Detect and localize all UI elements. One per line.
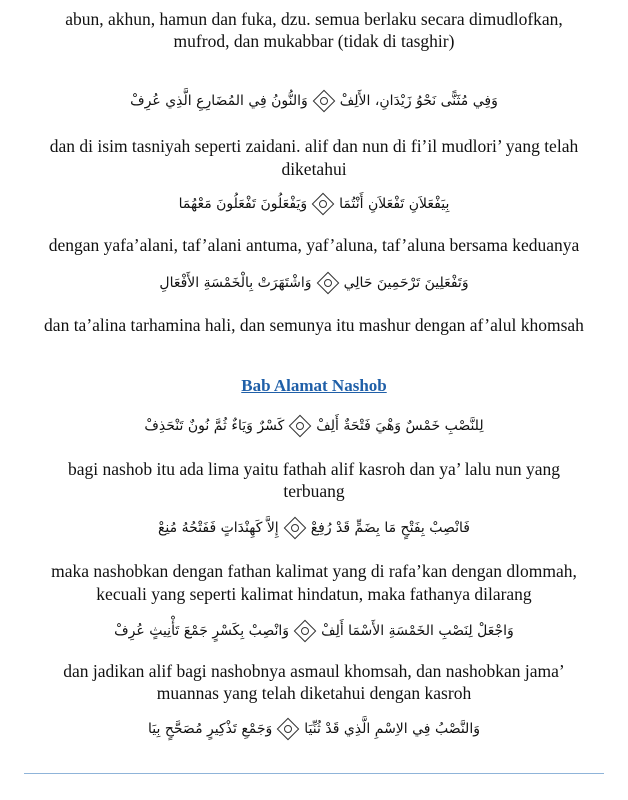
translation-line: dan ta’alina tarhamina hali, dan semunya itu mashur dengan af’alul khomsah: [44, 315, 584, 335]
translation-line: muannas yang telah diketahui dengan kasroh: [156, 683, 472, 703]
verse-separator-icon: [277, 718, 300, 741]
verse-separator-icon: [283, 517, 306, 540]
translation-line: diketahui: [281, 159, 347, 179]
translation-line: bagi nashob itu ada lima yaitu fathah alif kasroh dan ya’ lalu nun yang: [68, 459, 560, 479]
section-heading: Bab Alamat Nashob: [241, 376, 387, 395]
arabic-verse: [20, 620, 608, 642]
translation-line: maka nashobkan dengan fathan kalimat yang di rafa’kan dengan dlommah,: [51, 561, 577, 581]
arabic-verse: [20, 90, 608, 112]
verse-half: وَيَفْعَلُونَ تَفْعَلُونَ مَعْهُمَا: [178, 196, 308, 212]
arabic-verse: [20, 415, 608, 437]
verse-half: وَاشْتَهَرَتْ بِالْخَمْسَةِ الأَفْعَالِ: [159, 275, 312, 291]
verse-half: وَالنُّونُ فِي المُضَارِعِ الَّذِي عُرِفْ: [130, 93, 308, 109]
verse-half: لِلنَّصْبِ خَمْسٌ وَهْيَ فَتْحَةٌ أَلِفْ: [316, 418, 484, 434]
arabic-verse: [20, 272, 608, 294]
translation-line: abun, akhun, hamun dan fuka, dzu. semua berlaku secara dimudlofkan,: [65, 9, 563, 29]
verse-half: وَفِي مُثَنًّى نَحْوُ زَيْدَانِ، الأَلِفْ: [339, 93, 498, 109]
translation-line: dan di isim tasniyah seperti zaidani. alif dan nun di fi’il mudlori’ yang telah: [49, 136, 579, 156]
verse-separator-icon: [312, 193, 335, 216]
verse-half: بِيَفْعَلاَنِ تَفْعَلاَنِ أَنْتُمَا: [339, 196, 450, 212]
footer-divider: [24, 773, 604, 774]
verse-half: فَانْصِبْ بِفَتْحٍ مَا بِضَمٍّ قَدْ رُفِعْ: [310, 520, 470, 536]
translation-line: dan jadikan alif bagi nashobnya asmaul khomsah, dan nashobkan jama’: [63, 661, 565, 681]
translation-line: dengan yafa’alani, taf’alani antuma, yaf’aluna, taf’aluna bersama keduanya: [48, 235, 580, 255]
translation-line: kecuali yang seperti kalimat hindatun, maka fathanya dilarang: [96, 584, 532, 604]
translation-line: terbuang: [283, 481, 345, 501]
verse-half: وَالنَّصْبُ فِي الاِسْمِ الَّذِي قَدْ ثُنِّيَا: [304, 721, 480, 737]
translation-line: mufrod, dan mukabbar (tidak di tasghir): [173, 31, 455, 51]
verse-half: إِلاَّ كَهِنْدَاتٍ فَفَتْحُهُ مُنِعْ: [157, 520, 279, 536]
verse-half: وَجَمْعِ تَذْكِيرٍ مُصَحَّحٍ بِيَا: [148, 721, 273, 737]
verse-half: وَاجْعَلْ لِنَصْبِ الخَمْسَةِ الأَسْمَا أَلِفْ: [321, 623, 514, 639]
verse-half: وَانْصِبْ بِكَسْرٍ جَمْعَ تَأْنِيثٍ عُرِفْ: [114, 623, 290, 639]
arabic-verse: [20, 517, 608, 539]
verse-separator-icon: [294, 620, 317, 643]
verse-separator-icon: [316, 272, 339, 295]
verse-separator-icon: [289, 415, 312, 438]
verse-separator-icon: [312, 90, 335, 113]
arabic-verse: [20, 718, 608, 740]
verse-half: كَسْرٌ وَيَاءٌ ثُمَّ نُونٌ تَنْحَذِفْ: [144, 418, 285, 434]
arabic-verse: [20, 193, 608, 215]
verse-half: وَتَفْعَلِينَ تَرْحَمِينَ حَالِي: [343, 275, 469, 291]
